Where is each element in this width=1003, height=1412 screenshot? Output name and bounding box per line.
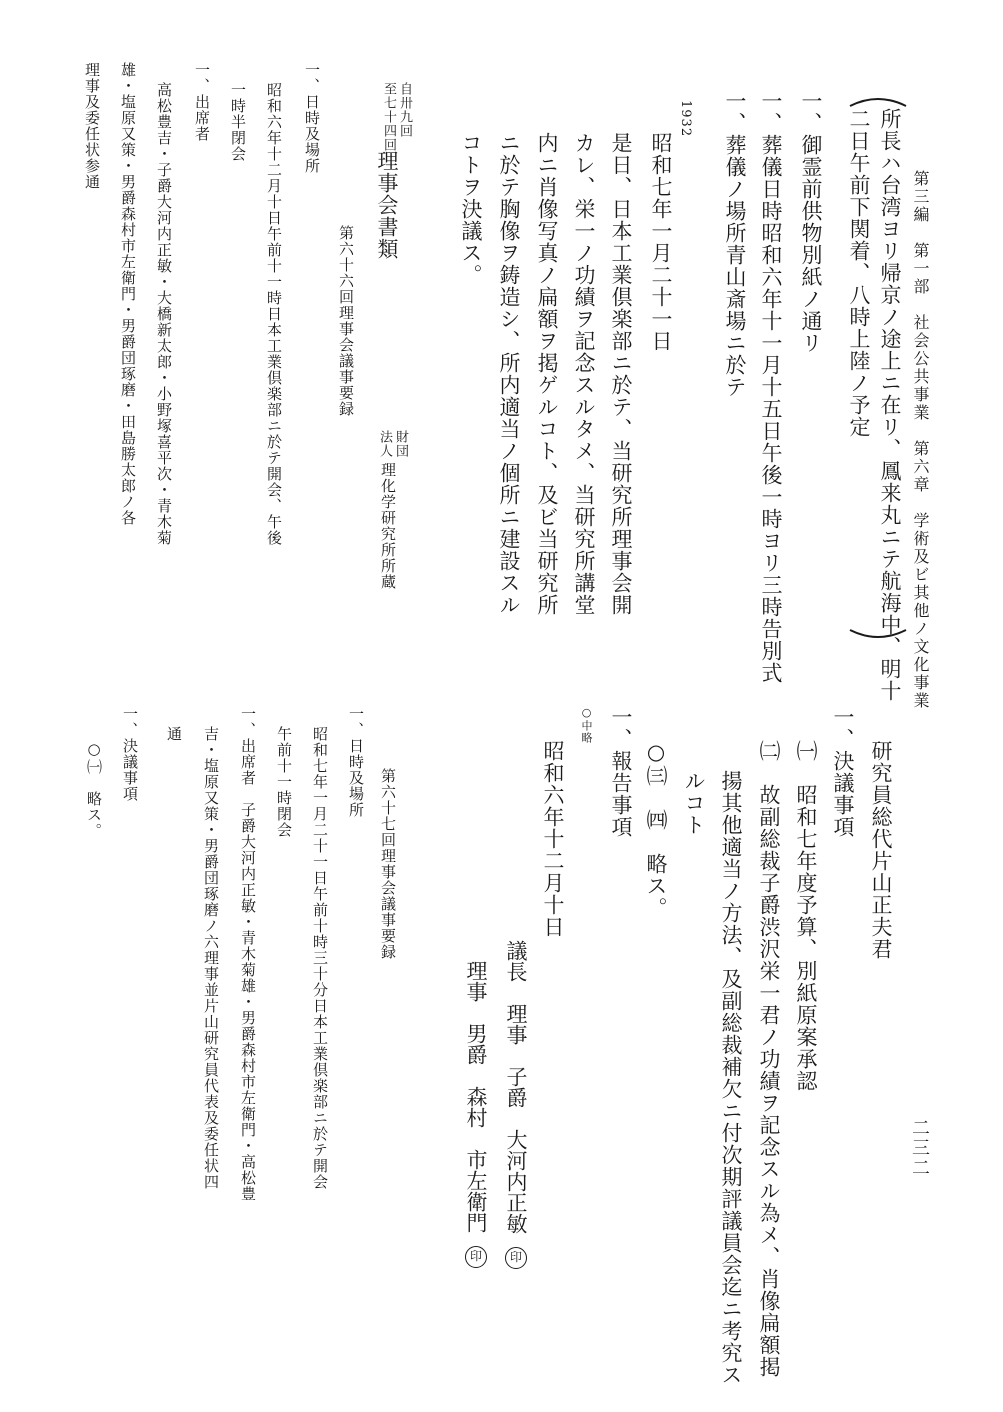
year-note: 1932	[678, 100, 693, 138]
m66-datetime-line-2: 一時半閉会	[229, 82, 247, 162]
resolution-2-cont: 揚其他適当ノ方法、及副総裁補欠ニ付次期評議員会迄ニ考究ス	[719, 770, 743, 1386]
m67-resolution-1: ○㈠ 略ス。	[85, 740, 103, 839]
entry-date: 昭和七年一月二十一日	[649, 132, 673, 352]
signature-date: 昭和六年十二月十日	[541, 740, 565, 938]
body-line-1: 是日、日本工業倶楽部ニ於テ、当研究所理事会開	[609, 132, 633, 616]
body-line-2: カレ、栄一ノ功績ヲ記念スルタメ、当研究所講堂	[572, 132, 596, 616]
m66-datetime-line-1: 昭和六年十二月十日午前十一時日本工業倶楽部ニ於テ開会、午後	[265, 82, 283, 546]
m67-attendees-line-3: 通	[165, 726, 183, 742]
paren-line-1: 所長ハ台湾ヨリ帰京ノ途上ニ在リ、鳳来丸ニテ航海中、明十	[878, 108, 902, 702]
item-offerings: 一、御霊前供物別紙ノ通リ	[799, 90, 823, 354]
resolution-2-end: ルコト	[682, 770, 706, 836]
source-org-b: 法人	[377, 430, 392, 458]
item-reports: 一、報告事項	[609, 706, 633, 838]
m67-item-datetime: 一、日時及場所	[347, 706, 365, 818]
item-funeral-place: 一、葬儀ノ場所青山斎場ニ於テ	[723, 90, 747, 398]
body-line-3: 内ニ肖像写真ノ扁額ヲ掲ゲルコト、及ビ当研究所	[535, 132, 559, 616]
resolution-1: ㈠ 昭和七年度予算、別紙原案承認	[794, 740, 818, 1092]
m66-item-attendees: 一、出席者	[193, 62, 211, 142]
director-seal: 印	[465, 1246, 487, 1268]
chair-label: 議長 理事 子爵 大河内正敏	[504, 940, 528, 1234]
chair-seal: 印	[505, 1247, 527, 1269]
item-resolutions: 一、決議事項	[831, 706, 855, 838]
omitted-note: ○中略	[580, 706, 593, 744]
minutes-67-title: 第六十七回理事会議事要録	[379, 768, 397, 960]
body-line-5: コトヲ決議ス。	[459, 132, 483, 286]
source-org-a: 財団	[393, 430, 408, 458]
m67-attendees-line-2: 吉・塩原又策・男爵団琢磨ノ六理事並片山研究員代表及委任状四	[202, 726, 220, 1190]
minutes-66-title: 第六十六回理事会議事要録	[337, 225, 355, 417]
range-to: 至七十四回	[381, 82, 396, 152]
page-number: 二三二	[909, 1118, 930, 1178]
m67-attendees-line-1: 一、出席者 子爵大河内正敏・青木菊雄・男爵森村市左衛門・高松豊	[239, 706, 257, 1202]
m66-attendees-line-2: 雄・塩原又策・男爵森村市左衛門・男爵団琢磨・田島勝太郎ノ各	[119, 62, 137, 526]
item-funeral-time: 一、葬儀日時昭和六年十一月十五日午後一時ヨリ三時告別式	[759, 90, 783, 684]
researcher-representative: 研究員総代片山正夫君	[869, 740, 893, 960]
m66-attendees-line-3: 理事及委任状参通	[83, 62, 101, 190]
range-from: 自卅九回	[397, 82, 412, 138]
resolution-2: ㈡ 故副総裁子爵渋沢栄一君ノ功績ヲ記念スル為メ、肖像扁額掲	[757, 740, 781, 1378]
director-signature	[465, 960, 487, 1268]
resolution-3-4: ○㈢ ㈣ 略ス。	[644, 740, 668, 919]
body-line-4: ニ於テ胸像ヲ鋳造シ、所内適当ノ個所ニ建設スル	[497, 132, 521, 616]
m67-item-resolutions: 一、決議事項	[121, 706, 139, 802]
docs-title: 理事会書類	[375, 150, 399, 260]
m67-datetime-line-1: 昭和七年一月二十一日午前十時三十分日本工業倶楽部ニ於テ開会	[311, 726, 329, 1190]
chair-signature	[505, 940, 527, 1269]
source-institute: 理化学研究所所蔵	[379, 462, 397, 590]
paren-line-2: 二日午前下関着、八時上陸ノ予定	[847, 108, 871, 438]
running-header: 第三編 第一部 社会公共事業 第六章 学術及ビ其他ノ文化事業	[911, 170, 930, 710]
m66-item-datetime: 一、日時及場所	[303, 62, 321, 174]
m67-datetime-line-2: 午前十一時閉会	[275, 726, 293, 838]
director-label: 理事 男爵 森村 市左衛門	[464, 960, 488, 1233]
m66-attendees-line-1: 高松豊吉・子爵大河内正敏・大橋新太郎・小野塚喜平次・青木菊	[155, 82, 173, 546]
